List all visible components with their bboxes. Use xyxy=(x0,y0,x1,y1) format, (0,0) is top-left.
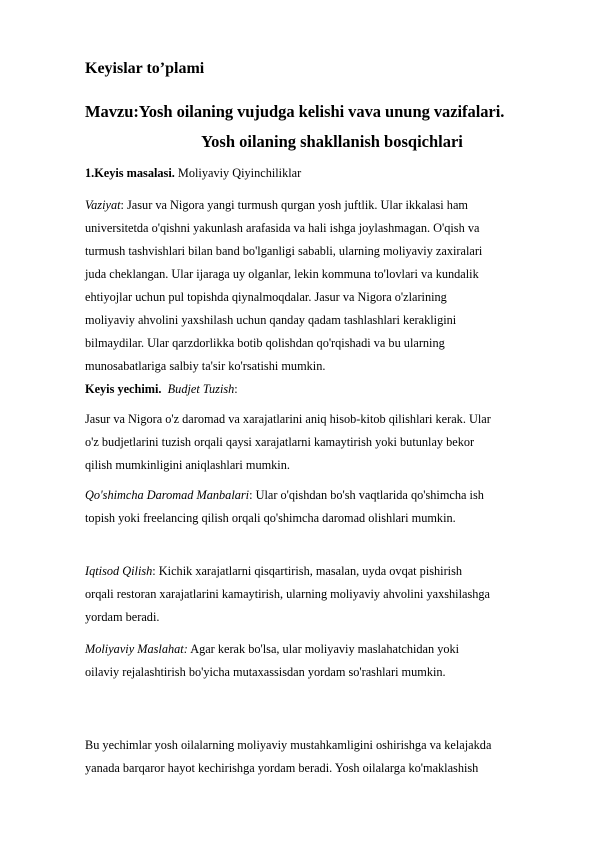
economy-line-2: orqali restoran xarajatlarini kamaytirish, ularning moliyaviy ahvolini yaxshilashga xyxy=(85,587,491,601)
situation-line-7: bilmaydilar. Ular qarzdorlikka botib qolishdan qo'rqishadi va bu ularning xyxy=(85,336,445,350)
advice-line-1 xyxy=(85,638,565,661)
situation-line-5: ehtiyojlar uchun pul topishda qiynalmoqdalar. Jasur va Nigora o'zlarining xyxy=(85,290,447,304)
advice-label: Moliyaviy Maslahat: xyxy=(85,642,188,656)
conclusion-line-1: Bu yechimlar yosh oilalarning moliyaviy mustahkamligini oshirishga va kelajakda xyxy=(85,738,492,752)
conclusion-line-2: yanada barqaror hayot kechirishga yordam beradi. Yosh oilalarga ko'maklashish xyxy=(85,761,479,775)
conclusion-paragraph xyxy=(85,734,565,780)
case-name: Moliyaviy Qiyinchiliklar xyxy=(174,166,302,180)
situation-line-8: munosabatlariga salbiy ta'sir ko'rsatishi mumkin. xyxy=(85,359,326,373)
budget-line-2: o'z budjetlarini tuzish orqali qaysi xarajatlarni kamaytirish yoki butunlay bekor xyxy=(85,435,475,449)
economy-line-1 xyxy=(85,560,565,583)
topic-line-1: Mavzu:Yosh oilaning vujudga kelishi vava unung vazifalari. xyxy=(85,102,505,121)
budget-line-3: qilish mumkinligini aniqlashlari mumkin. xyxy=(85,458,290,472)
case-label: 1.Keyis masalasi. xyxy=(85,166,175,180)
situation-line-4: juda cheklangan. Ular ijaraga uy olganlar, lekin kommuna to'lovlari va kundalik xyxy=(85,267,479,281)
economy-paragraph xyxy=(85,560,565,629)
situation-paragraph xyxy=(85,194,565,378)
income-line-2: topish yoki freelancing qilish orqali qo'shimcha daromad olishlari mumkin. xyxy=(85,511,456,525)
income-line-1 xyxy=(85,484,565,507)
situation-text: : Jasur va Nigora yangi turmush qurgan yosh juftlik. Ular ikkalasi ham xyxy=(120,198,468,212)
advice-line-2: oilaviy rejalashtirish bo'yicha mutaxassisdan yordam so'rashlari mumkin. xyxy=(85,665,446,679)
situation-line-3: turmush tashvishlari bilan band bo'lganligi sababli, ularning moliyaviy zaxiralari xyxy=(85,244,483,258)
income-paragraph xyxy=(85,484,565,530)
solution-colon: : xyxy=(234,382,238,396)
situation-line-6: moliyaviy ahvolini yaxshilash uchun qanday qadam tashlashlari kerakligini xyxy=(85,313,457,327)
advice-text: Agar kerak bo'lsa, ular moliyaviy maslahatchidan yoki xyxy=(187,642,460,656)
solution-heading-line xyxy=(85,378,565,401)
solution-heading xyxy=(85,378,565,401)
situation-label: Vaziyat xyxy=(85,198,121,212)
solution-subheading: Budjet Tuzish xyxy=(167,382,235,396)
topic-heading xyxy=(85,97,561,157)
income-text: : Ular o'qishdan bo'sh vaqtlarida qo'shimcha ish xyxy=(249,488,484,502)
situation-line-1 xyxy=(85,194,565,217)
advice-paragraph xyxy=(85,638,565,684)
economy-text: : Kichik xarajatlarni qisqartirish, masalan, uyda ovqat pishirish xyxy=(152,564,463,578)
solution-label: Keyis yechimi. xyxy=(85,382,162,396)
case-heading-line xyxy=(85,162,565,185)
case-heading xyxy=(85,162,565,185)
document-title: Keyislar to’plami xyxy=(85,60,205,77)
income-label: Qo'shimcha Daromad Manbalari xyxy=(85,488,250,502)
budget-line-1: Jasur va Nigora o'z daromad va xarajatlarini aniq hisob-kitob qilishlari kerak. Ular xyxy=(85,412,491,426)
economy-label: Iqtisod Qilish xyxy=(85,564,153,578)
situation-line-2: universitetda o'qishni yakunlash arafasida va hali ishga joylashmagan. O'qish va xyxy=(85,221,480,235)
economy-line-3: yordam beradi. xyxy=(85,610,160,624)
budget-paragraph xyxy=(85,408,565,477)
topic-line-2: Yosh oilaning shakllanish bosqichlari xyxy=(201,132,463,151)
